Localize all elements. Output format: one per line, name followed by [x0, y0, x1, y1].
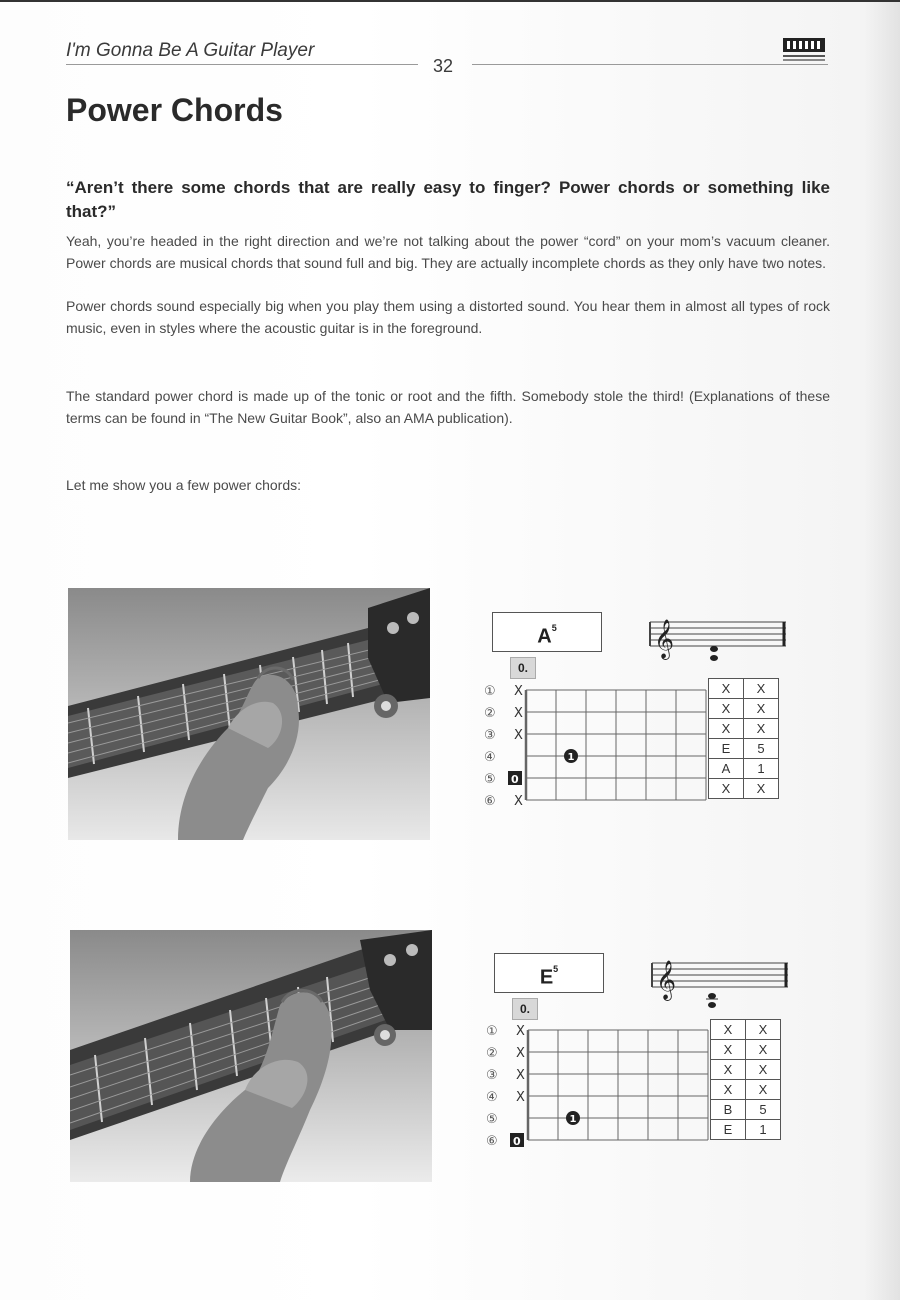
string-mute-mark: X [514, 684, 523, 699]
table-row: X X [709, 719, 779, 739]
paragraph-4: Let me show you a few power chords: [66, 477, 302, 493]
string-number: ④ [486, 1090, 498, 1105]
table-row: X X [711, 1040, 781, 1060]
book-title: I'm Gonna Be A Guitar Player [66, 40, 315, 61]
svg-text:𝄞: 𝄞 [654, 619, 675, 659]
paragraph-1: Yeah, you’re headed in the right direction and we’re not talking about the power “cord” on your mom’s vacuum cleaner. Power chords are musical chords that sound full and big. They are actually incomplete chords as they only have two notes. [66, 233, 830, 271]
table-row: B 5 [711, 1100, 781, 1120]
string-mute-mark: X [514, 706, 523, 721]
table-row: X X [709, 699, 779, 719]
string-mute-mark: X [514, 794, 523, 809]
table-row: X X [711, 1060, 781, 1080]
string-number: ① [484, 684, 496, 699]
header-rule-left [66, 64, 418, 65]
staff-notation-a5 [644, 612, 790, 668]
photo-a5-chord-hand [68, 588, 430, 840]
header-rule-right [472, 64, 828, 65]
string-number: ⑥ [484, 794, 496, 809]
chord-name-a5: $A^5$ [492, 612, 602, 652]
finger-number: 1 [567, 752, 575, 763]
paragraph-3: The standard power chord is made up of the tonic or root and the fifth. Somebody stole the third! (Explanations of these terms can be found in “The New Guitar Book”, also an AMA publication). [66, 388, 830, 426]
table-row: E 1 [711, 1120, 781, 1140]
table-row: X X [709, 679, 779, 699]
string-number: ① [486, 1024, 498, 1039]
open-string-mark: 0 [513, 1135, 521, 1148]
note-table-a5 [708, 678, 779, 799]
open-string-mark: 0 [511, 773, 519, 786]
fret-position-e5: 0. [512, 998, 538, 1020]
note-table-e5 [710, 1019, 781, 1140]
string-number: ④ [484, 750, 496, 765]
string-number: ⑤ [486, 1112, 498, 1127]
section-title: Power Chords [66, 92, 283, 128]
string-mute-mark: X [516, 1046, 525, 1061]
string-number: ③ [486, 1068, 498, 1083]
page-number: 32 [433, 56, 454, 76]
string-mute-mark: X [516, 1068, 525, 1083]
photo-e5-chord-hand [70, 930, 432, 1182]
fretboard-diagram-e5 [482, 1020, 712, 1150]
table-row: X X [711, 1080, 781, 1100]
fret-position-a5: 0. [510, 657, 536, 679]
fretboard-diagram-a5 [480, 680, 710, 810]
string-number: ② [486, 1046, 498, 1061]
publisher-logo-icon [782, 37, 826, 63]
staff-notation-e5 [646, 953, 792, 1015]
finger-number: 1 [569, 1114, 577, 1125]
string-mute-mark: X [516, 1024, 525, 1039]
table-row: X X [711, 1020, 781, 1040]
paragraph-2: Power chords sound especially big when you play them using a distorted sound. You hear them in almost all types of rock music, even in styles where the acoustic guitar is in the foreground. [66, 298, 830, 336]
page-top-edge [0, 0, 900, 2]
intro-question: “Aren’t there some chords that are really easy to finger? Power chords or something like that?” [66, 178, 830, 221]
svg-text:𝄞: 𝄞 [656, 960, 677, 1000]
string-number: ③ [484, 728, 496, 743]
string-mute-mark: X [514, 728, 523, 743]
table-row: A 1 [709, 759, 779, 779]
chord-name-e5: $E^5$ [494, 953, 604, 993]
table-row: X X [709, 779, 779, 799]
string-mute-mark: X [516, 1090, 525, 1105]
table-row: E 5 [709, 739, 779, 759]
string-number: ⑥ [486, 1134, 498, 1149]
string-number: ⑤ [484, 772, 496, 787]
string-number: ② [484, 706, 496, 721]
